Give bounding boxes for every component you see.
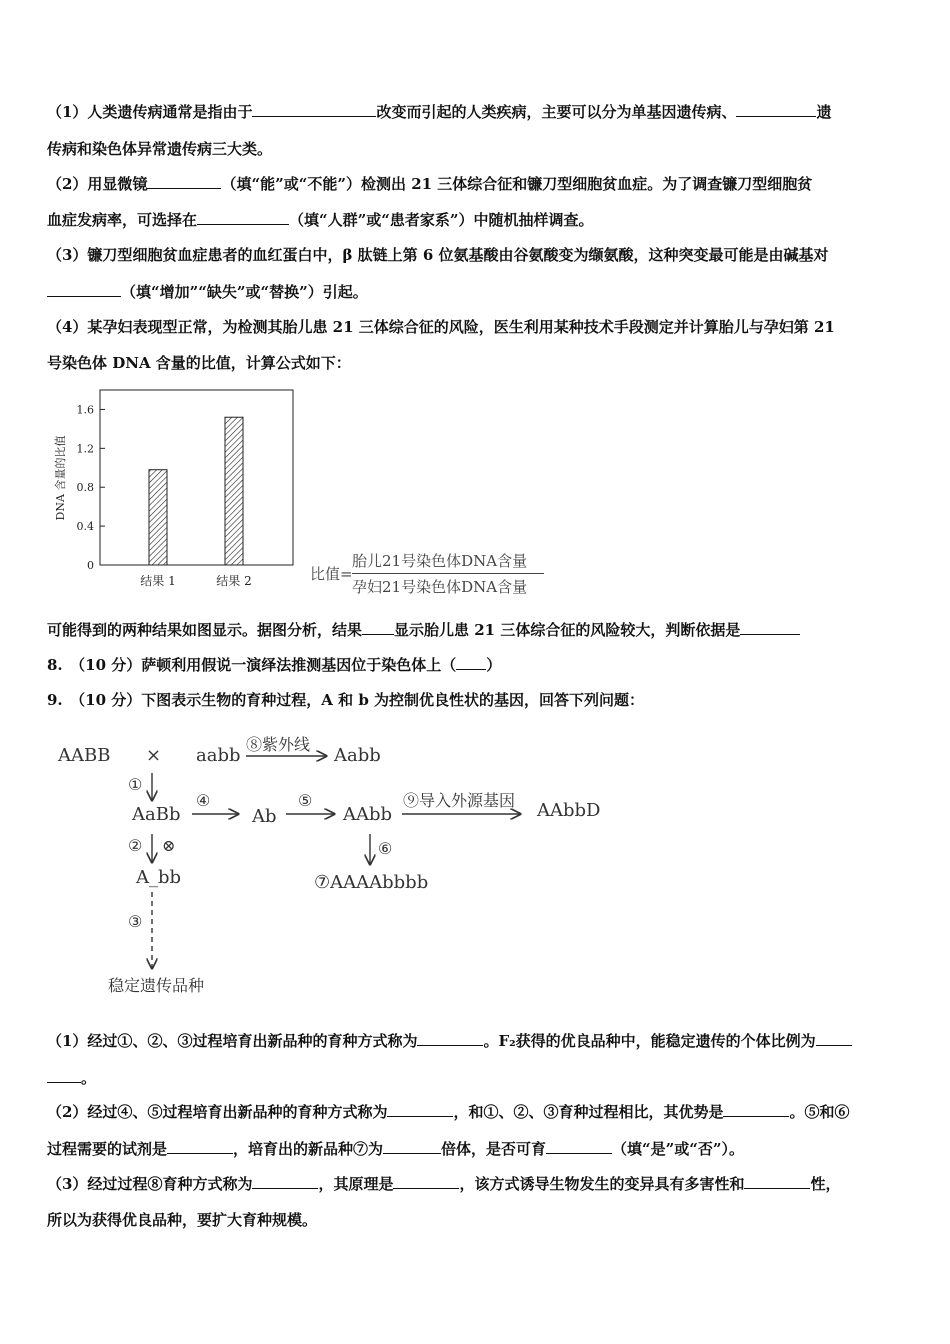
bar-2 [225, 417, 243, 565]
y-tick-label: 0 [87, 559, 94, 572]
step-6-label: ⑥ [378, 839, 393, 858]
answer-blank[interactable] [740, 620, 800, 635]
question-9-intro: 9. （10 分）下图表示生物的育种过程，A 和 b 为控制优良性状的基因，回答下列问题： [47, 691, 645, 709]
answer-blank[interactable] [383, 1139, 441, 1154]
q7-part2-line2: 血症发病率，可选择在 （填“人群”或“患者家系”）中随机抽样调查。 [47, 211, 594, 229]
step-2-label: ② [128, 836, 143, 855]
fraction-bar [352, 573, 544, 574]
q7-part1-line1: （1）人类遗传病通常是指由于 改变而引起的人类疾病，主要可以分为单基因遗传病、 遗 [47, 103, 832, 121]
ratio-formula [310, 550, 560, 600]
q7-part5-line1: 可能得到的两种结果如图显示。据图分析，结果 显示胎儿患 21 三体综合征的风险较大，判断依据是 [47, 620, 907, 640]
q9-part3-line1: （3）经过过程⑧育种方式称为 ，其原理是 ，该方式诱导生物发生的变异具有多害性和 性， [47, 1175, 841, 1193]
genotype-AAAAbbbb: ⑦AAAAbbbb [314, 872, 429, 893]
answer-blank[interactable] [147, 174, 221, 189]
genotype-AaBb: AaBb [132, 804, 181, 825]
step-8-label: ⑧紫外线 [246, 735, 311, 754]
bar-chart [48, 380, 308, 600]
answer-blank[interactable] [744, 1174, 810, 1189]
answer-blank[interactable] [456, 655, 486, 670]
bar-1 [149, 470, 167, 565]
answer-blank[interactable] [546, 1139, 612, 1154]
y-tick-label: 0.4 [76, 520, 94, 534]
ratio-label: 比值= [310, 565, 353, 583]
offspring-Aabb: Aabb [334, 745, 381, 766]
plot-frame [100, 390, 293, 565]
genotype-A_bb: A_bb [136, 867, 182, 888]
answer-blank[interactable] [47, 1068, 81, 1083]
cross-symbol: × [146, 745, 162, 766]
y-axis-ticks [77, 403, 106, 572]
answer-blank[interactable] [393, 1174, 459, 1189]
question-8: 8. （10 分）萨顿利用假说一演绎法推测基因位于染色体上（ ） [47, 656, 502, 674]
answer-blank[interactable] [417, 1031, 483, 1046]
genotype-AAbb: AAbb [343, 804, 393, 825]
bars [149, 417, 243, 565]
step-3-label: ③ [128, 912, 143, 931]
step-5-label: ⑤ [298, 791, 313, 810]
q7-part4-line1: （4）某孕妇表现型正常，为检测其胎儿患 21 三体综合征的风险，医生利用某种技术手段测定并计算胎儿与孕妇第 21 [47, 318, 835, 336]
answer-blank[interactable] [387, 1102, 453, 1117]
answer-blank[interactable] [723, 1102, 789, 1117]
stable-variety-label: 稳定遗传品种 [108, 976, 205, 995]
q7-part3-line1: （3）镰刀型细胞贫血症患者的血红蛋白中，β 肽链上第 6 位氨基酸由谷氨酸变为缬氨酸，这种突变最可能是由碱基对 [47, 246, 829, 264]
ratio-numerator: 胎儿21号染色体DNA含量 [352, 552, 528, 570]
q9-part1-line1: （1）经过①、②、③过程培育出新品种的育种方式称为 。F₂获得的优良品种中，能稳定遗传的个体比例为 [47, 1031, 907, 1051]
breeding-diagram [50, 730, 620, 1000]
answer-blank[interactable] [252, 102, 376, 117]
q7-part2-line1: （2）用显微镜 （填“能”或“不能”）检测出 21 三体综合征和镰刀型细胞贫血症。为了调查镰刀型细胞贫 [47, 175, 813, 193]
x-axis-labels [140, 573, 251, 588]
parent-AABB: AABB [58, 745, 111, 766]
q7-part4-line2: 号染色体 DNA 含量的比值，计算公式如下： [47, 354, 351, 372]
q9-part2-line1: （2）经过④、⑤过程培育出新品种的育种方式称为 ，和①、②、③育种过程相比，其优势是 。⑤和⑥ [47, 1103, 850, 1121]
x-tick-label: 结果 2 [216, 574, 252, 588]
y-axis-label: DNA 含量的比值 [54, 435, 67, 521]
ratio-denominator: 孕妇21号染色体DNA含量 [352, 578, 528, 596]
q7-part3-line2: （填“增加”“缺失”或“替换”）引起。 [47, 282, 907, 302]
parent-aabb: aabb [196, 745, 241, 766]
answer-blank[interactable] [362, 620, 394, 635]
answer-blank[interactable] [197, 210, 289, 225]
q7-part1-line2: 传病和染色体异常遗传病三大类。 [47, 140, 273, 158]
x-tick-label: 结果 1 [140, 574, 176, 588]
step-9-label: ⑨导入外源基因 [403, 791, 516, 810]
q9-part1-line2: 。 [47, 1068, 907, 1088]
y-tick-label: 0.8 [76, 481, 94, 495]
step-1-label: ① [128, 775, 143, 794]
y-tick-label: 1.6 [76, 403, 94, 417]
genotype-Ab: Ab [252, 806, 277, 827]
genotype-AAbbD: AAbbD [537, 800, 601, 821]
answer-blank[interactable] [167, 1139, 233, 1154]
q9-part3-line2: 所以为获得优良品种，要扩大育种规模。 [47, 1211, 318, 1229]
step-4-label: ④ [196, 791, 211, 810]
answer-blank[interactable] [816, 1031, 852, 1046]
answer-blank[interactable] [252, 1174, 318, 1189]
selfing-symbol: ⊗ [162, 836, 176, 855]
q9-part2-line2: 过程需要的试剂是 ，培育出的新品种⑦为 倍体，是否可育 （填“是”或“否”）。 [47, 1140, 745, 1158]
y-tick-label: 1.2 [76, 442, 94, 456]
answer-blank[interactable] [47, 282, 121, 297]
answer-blank[interactable] [736, 102, 816, 117]
